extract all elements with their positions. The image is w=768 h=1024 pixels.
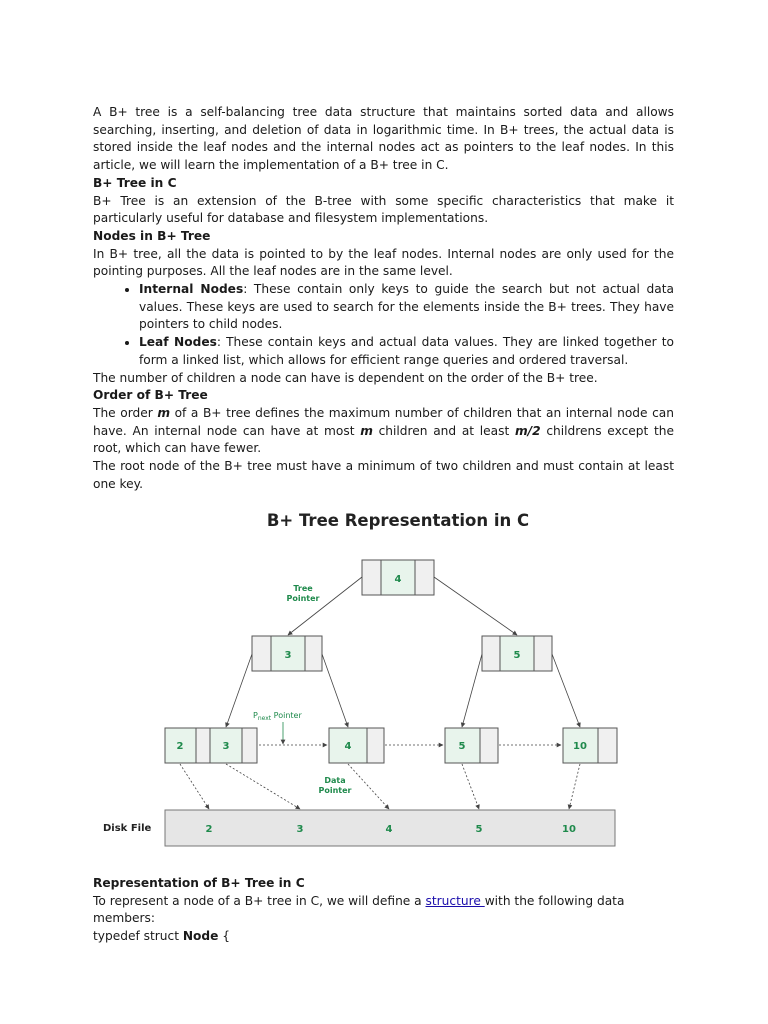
bullet-term: Internal Nodes	[139, 282, 244, 297]
tree-edge	[434, 577, 517, 635]
data-pointer-label: Pointer	[318, 786, 352, 795]
node-key: 5	[513, 650, 521, 661]
figure-title: B+ Tree Representation in C	[266, 511, 530, 530]
children-order-paragraph: The number of children a node can have is dependent on the order of the B+ tree.	[93, 370, 598, 385]
structure-link[interactable]: structure	[425, 893, 485, 908]
data-pointer	[348, 764, 389, 809]
internal-node-right	[482, 636, 552, 671]
pnext-main: P	[253, 711, 258, 720]
tree-diagram	[93, 504, 674, 860]
math-m: m	[157, 405, 171, 420]
list-item	[139, 281, 674, 334]
disk-value: 4	[385, 824, 393, 835]
tree-pointer-label: Pointer	[286, 594, 320, 603]
leaf-node-3	[445, 728, 498, 763]
intro-paragraph: A B+ tree is a self-balancing tree data structure that maintains sorted data and allows searching, inserting, and deletion of data in logarithmic time. In B+ trees, the actual data is stored inside the leaf nodes and the internal nodes act as pointers to the leaf nodes. In this article, we will learn the implementation of a B+ tree in C.	[93, 105, 674, 173]
representation-section	[93, 875, 674, 946]
heading-nodes: Nodes in B+ Tree	[93, 228, 211, 243]
data-pointer	[462, 764, 479, 809]
bullet-text: : These contain only keys to guide the search but not actual data values. These keys are used to search for the elements inside the B+ trees. They have pointers to child nodes.	[139, 282, 674, 332]
data-pointer	[226, 764, 300, 809]
code-text: {	[218, 929, 231, 944]
text-run: of a B+ tree defines the maximum number of children that an internal node can have. An internal node can have at most	[93, 405, 674, 438]
root-node	[362, 560, 434, 595]
data-pointer	[180, 764, 209, 809]
node-key: 2	[176, 741, 184, 752]
math-m: m	[360, 423, 373, 438]
bplus-tree-in-c-paragraph: B+ Tree is an extension of the B-tree with some specific characteristics that make it particularly useful for database and filesystem implementations.	[93, 193, 674, 226]
order-paragraph	[93, 405, 674, 458]
heading-order: Order of B+ Tree	[93, 388, 208, 403]
bplus-tree-figure	[93, 504, 674, 860]
node-key: 3	[222, 741, 230, 752]
node-key: 4	[394, 574, 402, 585]
root-paragraph: The root node of the B+ tree must have a minimum of two children and must contain at least one key.	[93, 459, 674, 491]
representation-paragraph	[93, 893, 674, 928]
text-run: children and at least	[372, 423, 515, 438]
heading-representation: Representation of B+ Tree in C	[93, 876, 305, 890]
disk-value: 2	[205, 824, 213, 835]
heading-bplus-tree-in-c: B+ Tree in C	[93, 175, 177, 190]
disk-value: 10	[562, 824, 576, 835]
node-key: 5	[458, 741, 466, 752]
internal-node-left	[252, 636, 322, 671]
text-run: To represent a node of a B+ tree in C, we will define a	[93, 893, 426, 908]
tree-pointer-label: Tree	[293, 584, 313, 593]
disk-value: 3	[296, 824, 304, 835]
data-pointer	[569, 764, 580, 809]
article-body	[93, 104, 674, 493]
tree-edge	[462, 654, 482, 727]
code-line	[93, 928, 674, 946]
text-run: childrens except the root, which can have fewer.	[93, 423, 674, 456]
pnext-pointer-label	[253, 711, 302, 722]
bullet-text: : These contain keys and actual data values. They are linked together to form a linked list, which allows for efficient range queries and ordered traversal.	[139, 335, 674, 367]
code-text: typedef struct	[93, 929, 183, 944]
tree-edge	[552, 654, 580, 727]
bullet-term: Leaf Nodes	[139, 335, 217, 350]
node-types-list	[93, 281, 674, 370]
tree-edge	[226, 654, 252, 727]
disk-file-label: Disk File	[103, 823, 152, 834]
nodes-paragraph: In B+ tree, all the data is pointed to by the leaf nodes. Internal nodes are only used for the pointing purposes. All the leaf nodes are in the same level.	[93, 246, 674, 279]
node-key: 4	[344, 741, 352, 752]
leaf-node-1	[165, 728, 257, 763]
text-run: with the following data members:	[93, 893, 625, 926]
pnext-subscript: next	[257, 715, 272, 722]
code-node-name: Node	[182, 929, 219, 944]
data-pointer-label: Data	[324, 776, 346, 785]
text-run: The order	[93, 405, 158, 420]
node-key: 10	[573, 741, 587, 752]
math-m-half: m/2	[514, 423, 541, 438]
node-key: 3	[284, 650, 292, 661]
disk-value: 5	[475, 824, 483, 835]
pnext-rest: Pointer	[271, 711, 302, 720]
leaf-node-2	[329, 728, 384, 763]
leaf-node-4	[563, 728, 617, 763]
tree-edge	[322, 654, 348, 727]
list-item	[139, 334, 674, 369]
